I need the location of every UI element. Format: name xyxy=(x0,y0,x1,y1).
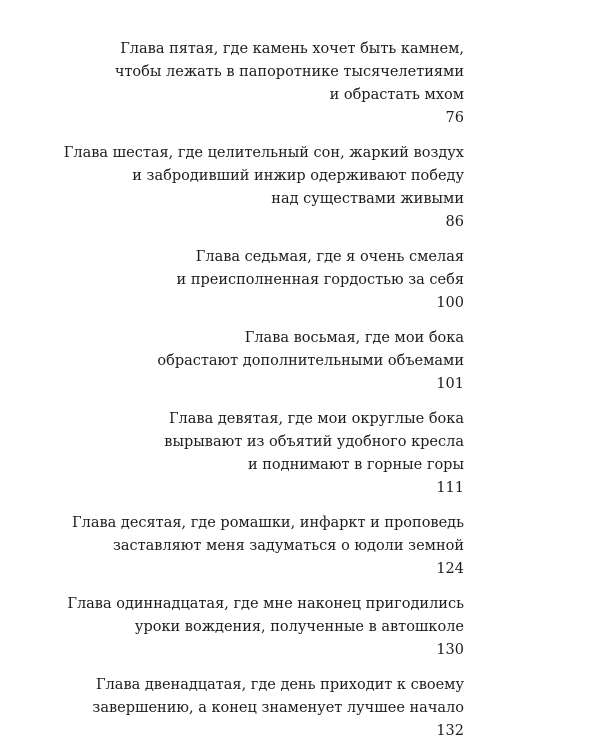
chapter-title-line: Глава одиннадцатая, где мне наконец пригодились xyxy=(67,596,464,612)
chapter-title-line: Глава седьмая, где я очень смелая xyxy=(195,249,464,265)
toc-entry-chapter-12[interactable] xyxy=(24,674,464,743)
chapter-title-line: заставляют меня задуматься о юдоли земной xyxy=(112,538,464,554)
table-of-contents xyxy=(24,38,464,755)
chapter-title-line: и обрастать мхом xyxy=(329,87,464,103)
chapter-title-line: над существами живыми xyxy=(271,191,464,207)
chapter-title-line: Глава девятая, где мои округлые бока xyxy=(168,411,464,427)
chapter-title-line: и забродивший инжир одерживают победу xyxy=(132,168,464,184)
page-number: 132 xyxy=(436,723,464,739)
chapter-title-line: Глава десятая, где ромашки, инфаркт и проповедь xyxy=(72,515,464,531)
page-number: 111 xyxy=(436,480,464,496)
page-number: 86 xyxy=(445,214,464,230)
chapter-title-line: и поднимают в горные горы xyxy=(247,457,464,473)
toc-entry-chapter-7[interactable] xyxy=(24,246,464,315)
chapter-title-line: вырывают из объятий удобного кресла xyxy=(164,434,464,450)
chapter-title-line: завершению, а конец знаменует лучшее начало xyxy=(92,700,464,716)
chapter-title-line: чтобы лежать в папоротнике тысячелетиями xyxy=(114,64,464,80)
page-number: 130 xyxy=(436,642,464,658)
toc-entry-chapter-9[interactable] xyxy=(24,408,464,500)
page-number: 76 xyxy=(445,110,464,126)
page-number: 124 xyxy=(436,561,464,577)
page-number: 100 xyxy=(436,295,464,311)
chapter-title-line: Глава шестая, где целительный сон, жаркий воздух xyxy=(63,145,464,161)
toc-entry-chapter-8[interactable] xyxy=(24,327,464,396)
toc-entry-chapter-5[interactable] xyxy=(24,38,464,130)
toc-entry-chapter-6[interactable] xyxy=(24,142,464,234)
chapter-title-line: Глава восьмая, где мои бока xyxy=(244,330,464,346)
chapter-title-line: и преисполненная гордостью за себя xyxy=(176,272,464,288)
toc-entry-chapter-10[interactable] xyxy=(24,512,464,581)
page-number: 101 xyxy=(436,376,464,392)
toc-entry-chapter-11[interactable] xyxy=(24,593,464,662)
chapter-title-line: обрастают дополнительными объемами xyxy=(157,353,464,369)
chapter-title-line: Глава двенадцатая, где день приходит к своему xyxy=(96,677,464,693)
chapter-title-line: Глава пятая, где камень хочет быть камнем, xyxy=(120,41,464,57)
chapter-title-line: уроки вождения, полученные в автошколе xyxy=(134,619,464,635)
